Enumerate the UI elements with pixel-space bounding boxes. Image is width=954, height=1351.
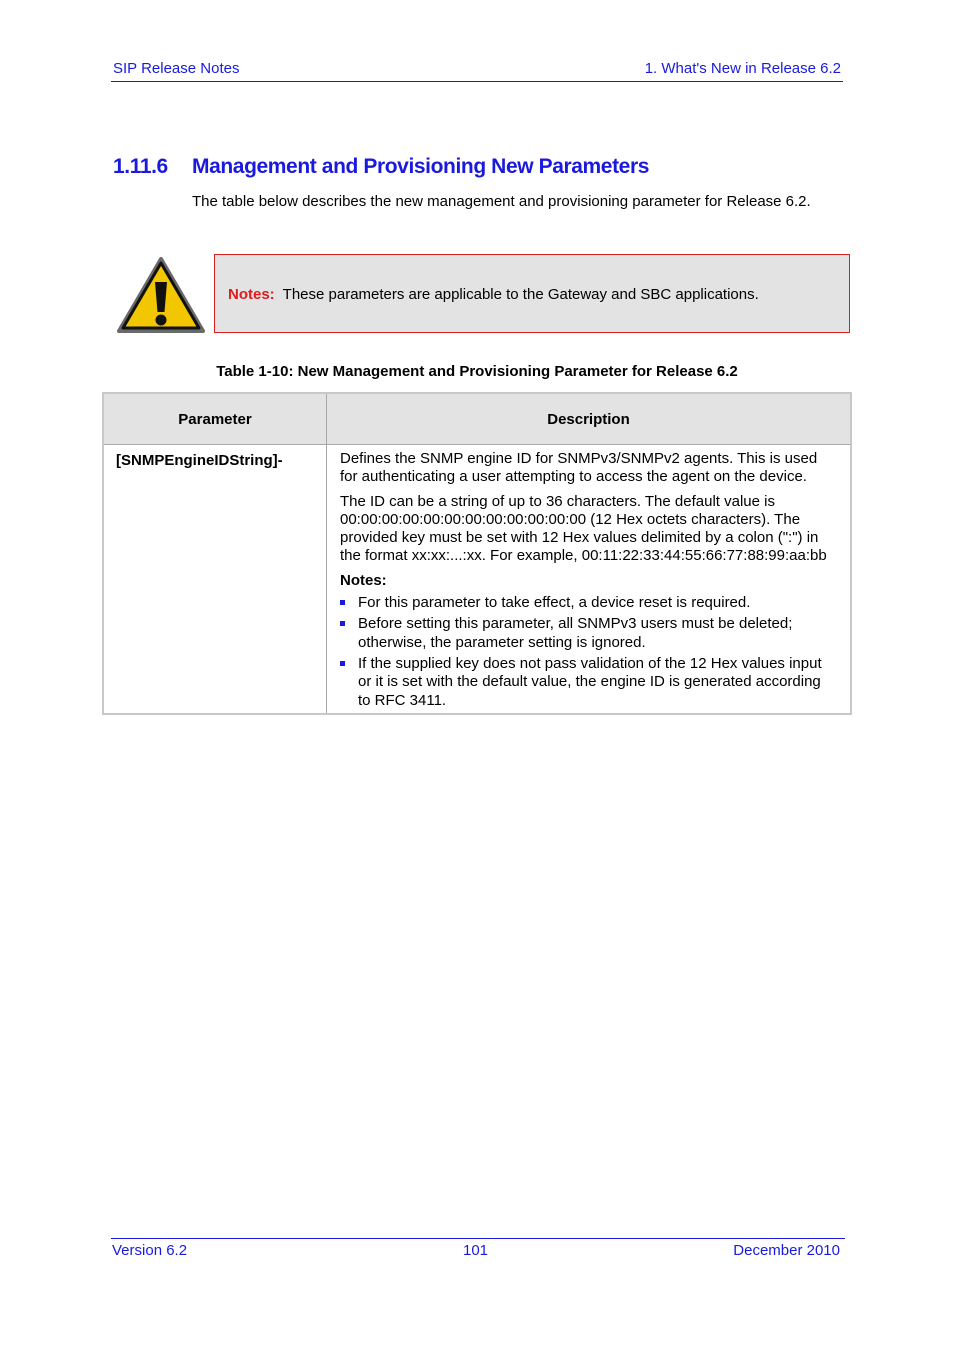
parameter-description bbox=[327, 445, 852, 714]
header-chapter: 1. What's New in Release 6.2 bbox=[644, 60, 841, 77]
note-item-text: For this parameter to take effect, a device reset is required. bbox=[358, 594, 751, 612]
note-box bbox=[214, 254, 850, 333]
section-heading bbox=[113, 155, 649, 179]
bullet-icon bbox=[340, 621, 345, 626]
notes-label: Notes: bbox=[340, 571, 387, 589]
table-row bbox=[103, 445, 851, 714]
bullet-icon bbox=[340, 661, 345, 666]
note-item-text: If the supplied key does not pass validation of the 12 Hex values input or it is set with the default value, the engine ID is generated according to RFC 3411. bbox=[358, 654, 822, 709]
parameter-table bbox=[102, 392, 852, 715]
page-number: 101 bbox=[463, 1242, 489, 1259]
section-title: Management and Provisioning New Parameters bbox=[192, 155, 650, 178]
description-paragraph: Defines the SNMP engine ID for SNMPv3/SNMPv2 agents. This is used for authenticating a user attempting to access the agent on the device. bbox=[340, 450, 818, 486]
note-text: These parameters are applicable to the Gateway and SBC applications. bbox=[282, 286, 759, 303]
header-doc-title: SIP Release Notes bbox=[113, 60, 240, 77]
column-header-description: Description bbox=[327, 393, 852, 445]
footer-version: Version 6.2 bbox=[112, 1242, 188, 1259]
list-item bbox=[340, 594, 836, 612]
page-header bbox=[111, 60, 843, 82]
page-footer bbox=[111, 1238, 845, 1259]
notes-list bbox=[340, 594, 836, 710]
list-item bbox=[340, 655, 836, 710]
intro-paragraph: The table below describes the new management and provisioning parameter for Release 6.2. bbox=[192, 193, 811, 210]
warning-icon bbox=[115, 255, 207, 335]
description-paragraph: The ID can be a string of up to 36 characters. The default value is 00:00:00:00:00:00:00:00:00:00:00:00 (12 Hex octets characters). The provided key must be set with 12 Hex values delimited by a colon (":") in the format xx:xx:...:xx. For example, 00:11:22:33:44:55:66:77:88:99:aa:bb bbox=[340, 492, 827, 565]
note-label: Notes: bbox=[228, 286, 275, 303]
footer-date: December 2010 bbox=[733, 1242, 840, 1259]
section-number: 1.11.6 bbox=[113, 155, 168, 178]
column-header-parameter: Parameter bbox=[103, 393, 327, 445]
table-header-row bbox=[103, 393, 851, 445]
parameter-name: [SNMPEngineIDString]- bbox=[103, 445, 327, 714]
list-item bbox=[340, 615, 836, 652]
note-content bbox=[228, 286, 759, 303]
note-item-text: Before setting this parameter, all SNMPv3 users must be deleted; otherwise, the parameter setting is ignored. bbox=[358, 615, 793, 651]
table-caption: Table 1-10: New Management and Provisioning Parameter for Release 6.2 bbox=[216, 363, 738, 380]
bullet-icon bbox=[340, 600, 345, 605]
